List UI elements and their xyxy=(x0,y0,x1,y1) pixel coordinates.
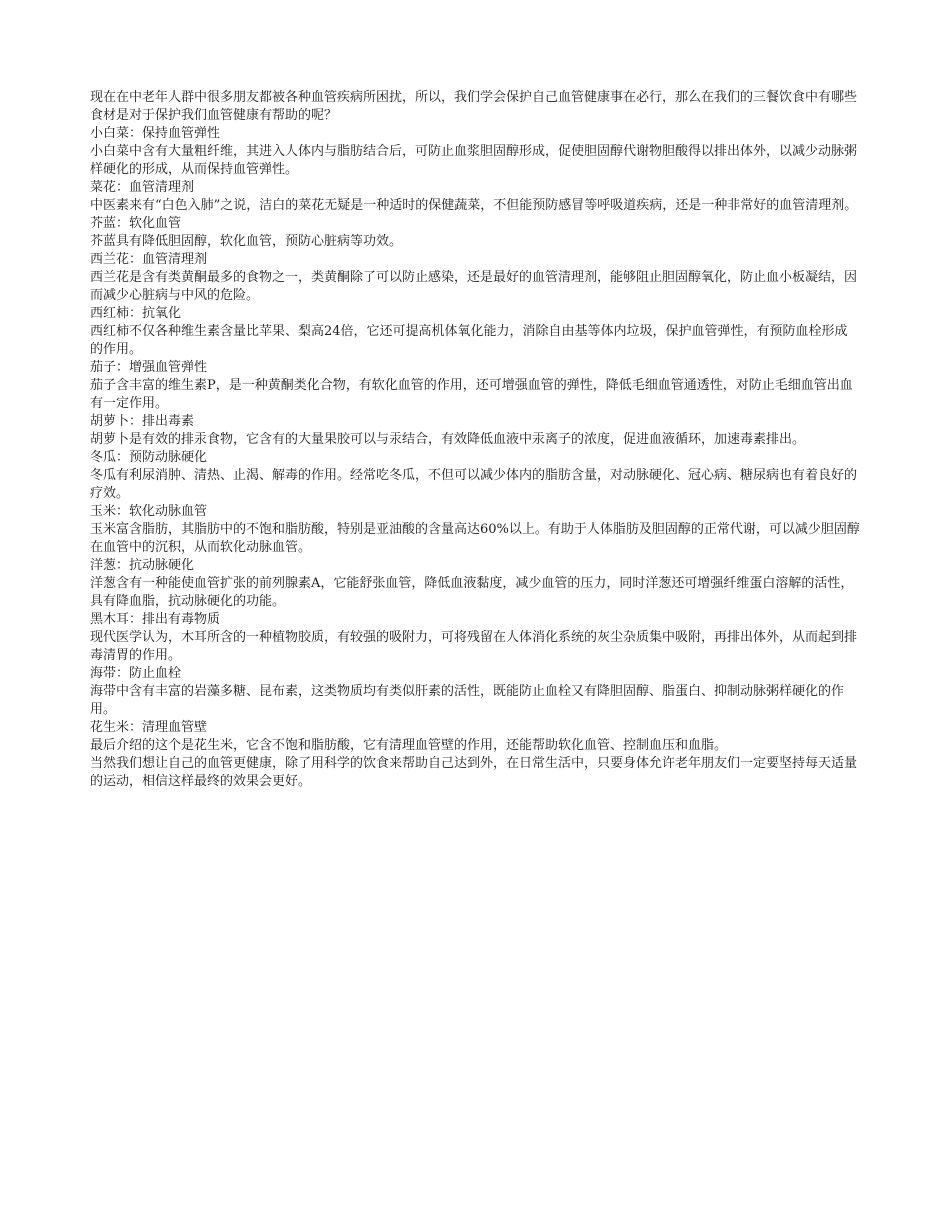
section-haidai xyxy=(90,665,860,719)
section-body: 玉米富含脂肪，其脂肪中的不饱和脂肪酸，特别是亚油酸的含量高达60%以上。有助于人体脂肪及胆固醇的正常代谢，可以减少胆固醇在血管中的沉积，从而软化动脉血管。 xyxy=(90,522,860,555)
section-heading: 花生米：清理血管壁 xyxy=(90,720,208,735)
section-heading: 茄子：增强血管弹性 xyxy=(90,360,208,375)
section-body: 茄子含丰富的维生素P，是一种黄酮类化合物，有软化血管的作用，还可增强血管的弹性，降低毛细血管通透性，对防止毛细血管出血有一定作用。 xyxy=(90,378,853,411)
document-page xyxy=(90,89,860,791)
intro-paragraph: 现在在中老年人群中很多朋友都被各种血管疾病所困扰，所以，我们学会保护自己血管健康事在必行，那么在我们的三餐饮食中有哪些食材是对于保护我们血管健康有帮助的呢？ xyxy=(90,90,858,123)
section-heading: 黑木耳：排出有毒物质 xyxy=(90,612,221,627)
section-body: 现代医学认为，木耳所含的一种植物胶质，有较强的吸附力，可将残留在人体消化系统的灰尘杂质集中吸附，再排出体外，从而起到排毒清胃的作用。 xyxy=(90,630,858,663)
section-body: 中医素来有“白色入肺”之说，洁白的菜花无疑是一种适时的保健蔬菜，不但能预防感冒等呼吸道疾病，还是一种非常好的血管清理剂。 xyxy=(90,198,858,213)
section-heading: 芥蓝：软化血管 xyxy=(90,216,182,231)
section-body: 芥蓝具有降低胆固醇，软化血管，预防心脏病等功效。 xyxy=(90,234,403,249)
section-heading: 冬瓜：预防动脉硬化 xyxy=(90,450,208,465)
section-heading: 小白菜：保持血管弹性 xyxy=(90,126,221,141)
section-jielan xyxy=(90,215,860,251)
section-heading: 西红柿：抗氧化 xyxy=(90,306,182,321)
section-huluobo xyxy=(90,413,860,449)
section-huashengmi xyxy=(90,719,860,755)
section-caihua xyxy=(90,179,860,215)
section-heading: 玉米：软化动脉血管 xyxy=(90,504,208,519)
section-body: 胡萝卜是有效的排汞食物，它含有的大量果胶可以与汞结合，有效降低血液中汞离子的浓度，促进血液循环，加速毒素排出。 xyxy=(90,432,806,447)
section-body: 西红柿不仅各种维生素含量比苹果、梨高24倍，它还可提高机体氧化能力，消除自由基等体内垃圾，保护血管弹性，有预防血栓形成的作用。 xyxy=(90,324,848,357)
section-body: 洋葱含有一种能使血管扩张的前列腺素A，它能舒张血管，降低血液黏度，减少血管的压力，同时洋葱还可增强纤维蛋白溶解的活性，具有降血脂，抗动脉硬化的功能。 xyxy=(90,576,854,609)
section-xihongshi xyxy=(90,305,860,359)
section-baicai xyxy=(90,125,860,179)
section-heimuer xyxy=(90,611,860,665)
section-heading: 西兰花：血管清理剂 xyxy=(90,252,208,267)
section-xilanhua xyxy=(90,251,860,305)
section-qiezi xyxy=(90,359,860,413)
section-heading: 菜花：血管清理剂 xyxy=(90,180,195,195)
conclusion-paragraph: 当然我们想让自己的血管更健康，除了用科学的饮食来帮助自己达到外，在日常生活中，只要身体允许老年朋友们一定要坚持每天适量的运动，相信这样最终的效果会更好。 xyxy=(90,756,858,789)
section-yangcong xyxy=(90,557,860,611)
section-body: 海带中含有丰富的岩藻多糖、昆布素，这类物质均有类似肝素的活性，既能防止血栓又有降胆固醇、脂蛋白、抑制动脉粥样硬化的作用。 xyxy=(90,684,845,717)
section-body: 冬瓜有利尿消肿、清热、止渴、解毒的作用。经常吃冬瓜，不但可以减少体内的脂肪含量，对动脉硬化、冠心病、糖尿病也有着良好的疗效。 xyxy=(90,468,858,501)
section-body: 最后介绍的这个是花生米，它含不饱和脂肪酸，它有清理血管壁的作用，还能帮助软化血管、控制血压和血脂。 xyxy=(90,738,728,753)
section-heading: 胡萝卜：排出毒素 xyxy=(90,414,195,429)
section-donggua xyxy=(90,449,860,503)
section-heading: 海带：防止血栓 xyxy=(90,666,182,681)
section-body: 小白菜中含有大量粗纤维，其进入人体内与脂肪结合后，可防止血浆胆固醇形成，促使胆固醇代谢物胆酸得以排出体外，以减少动脉粥样硬化的形成，从而保持血管弹性。 xyxy=(90,144,858,177)
section-yumi xyxy=(90,503,860,557)
section-body: 西兰花是含有类黄酮最多的食物之一，类黄酮除了可以防止感染，还是最好的血管清理剂，能够阻止胆固醇氧化，防止血小板凝结，因而减少心脏病与中风的危险。 xyxy=(90,270,858,303)
section-heading: 洋葱：抗动脉硬化 xyxy=(90,558,195,573)
